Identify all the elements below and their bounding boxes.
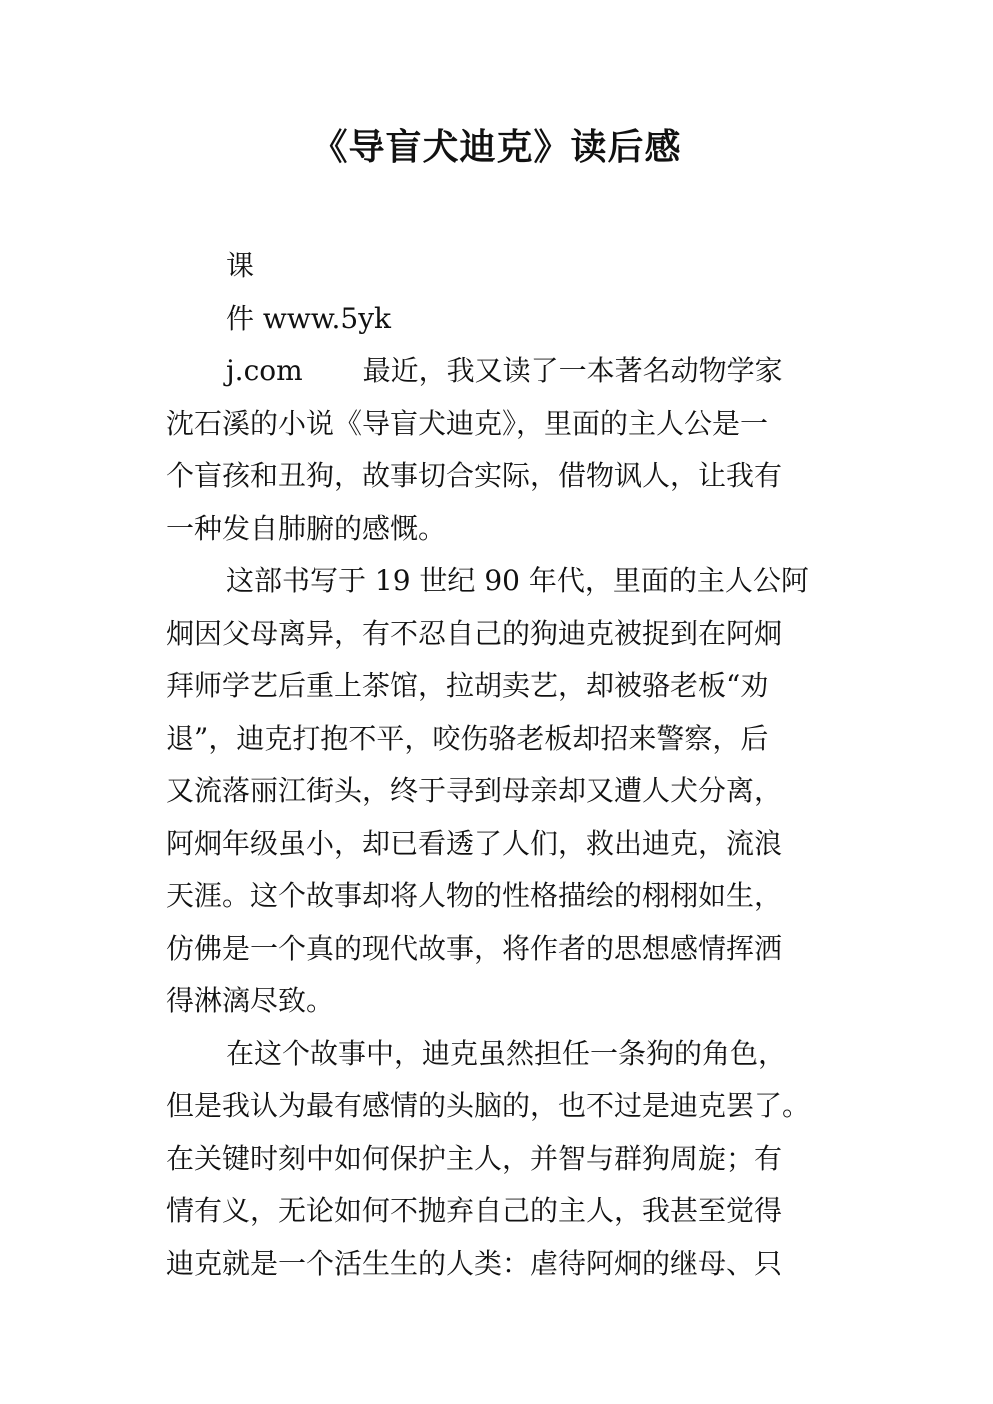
document-body — [166, 240, 846, 1290]
document-title: 《导盲犬迪克》读后感 — [311, 127, 682, 168]
paragraph-line: 又流落丽江街头，终于寻到母亲却又遭人犬分离， — [166, 774, 783, 807]
paragraph-line: 情有义，无论如何不抛弃自己的主人，我甚至觉得 — [166, 1194, 783, 1227]
paragraph-line: 得淋漓尽致。 — [166, 984, 335, 1017]
paragraph-line: 退”，迪克打抱不平，咬伤骆老板却招来警察，后 — [166, 721, 769, 755]
source-line-text: j.com — [226, 354, 303, 387]
paragraph-line: 个盲孩和丑狗，故事切合实际，借物讽人，让我有 — [166, 459, 783, 492]
paragraph-line: 炯因父母离异，有不忍自己的狗迪克被捉到在阿炯 — [166, 616, 783, 650]
paragraph-line: 阿炯年级虽小，却已看透了人们，救出迪克，流浪 — [166, 826, 783, 860]
source-line: 件 www.5yk — [226, 301, 391, 335]
paragraph-line: 迪克就是一个活生生的人类：虐待阿炯的继母、只 — [166, 1246, 783, 1280]
paragraph-line: 仿佛是一个真的现代故事，将作者的思想感情挥洒 — [166, 931, 783, 965]
paragraph-1-lead: 最近，我又读了一本著名动物学家 — [362, 354, 783, 387]
paragraph-line: 天涯。这个故事却将人物的性格描绘的栩栩如生， — [166, 879, 783, 912]
paragraph-line: 沈石溪的小说《导盲犬迪克》，里面的主人公是一 — [166, 406, 769, 440]
paragraph-line: 这部书写于 19 世纪 90 年代，里面的主人公阿 — [226, 564, 809, 597]
source-line: 课 — [226, 249, 255, 282]
paragraph-line: 在这个故事中，迪克虽然担任一条狗的角色， — [226, 1036, 787, 1070]
paragraph-line: 在关键时刻中如何保护主人，并智与群狗周旋；有 — [166, 1141, 783, 1175]
source-line — [166, 345, 846, 398]
paragraph-line: 拜师学艺后重上茶馆，拉胡卖艺，却被骆老板“劝 — [166, 669, 769, 702]
paragraph-line: 一种发自肺腑的感慨。 — [166, 511, 447, 545]
paragraph-line: 但是我认为最有感情的头脑的，也不过是迪克罢了。 — [166, 1089, 811, 1122]
